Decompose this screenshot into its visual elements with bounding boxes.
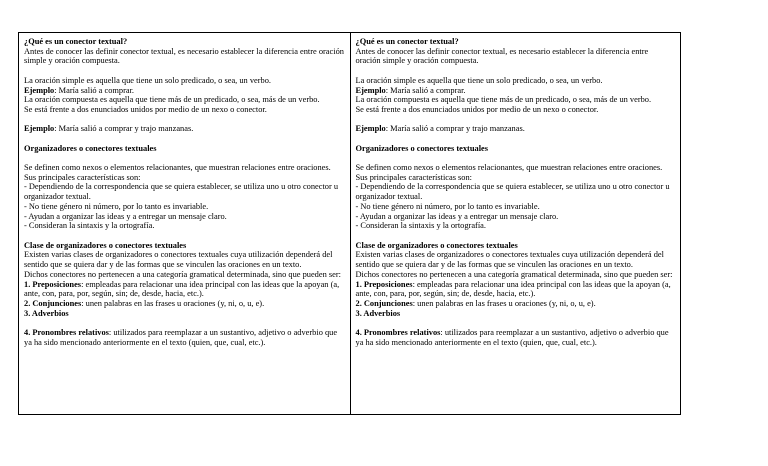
spacer [356,134,676,144]
doc-title: ¿Qué es un conector textual? [24,37,128,46]
organizers-definition: Se definen como nexos o elementos relacionantes, que muestran relaciones entre oraciones. [24,163,331,173]
left-column [19,33,350,414]
characteristics-intro: Sus principales características son: [355,172,473,182]
compound-sentence-definition-2: Se está frente a dos enunciados unidos por medio de un nexo o conector. [24,104,267,114]
compound-sentence-definition-2: Se está frente a dos enunciados unidos por medio de un nexo o conector. [355,104,599,114]
simple-sentence-definition: La oración simple es aquella que tiene un solo predicado, o sea, un verbo. [355,75,603,85]
spacer [24,153,345,163]
list-item-relative-pronouns: 4. Pronombres relativos: utilizados para reemplazar a un sustantivo, adjetivo o adverbio que ya ha sido mencionado anteriormente en el texto (quien, que, cual, etc.). [355,328,669,347]
list-item-conjunctions: 2. Conjunciones: unen palabras en las frases u oraciones (y, ni, o, u, e). [24,298,265,308]
document-table [18,32,681,415]
spacer [24,134,345,144]
section-classes-title: Clase de organizadores o conectores textuales [24,240,187,250]
classes-paragraph-2: Dichos conectores no pertenecen a una categoría gramatical determinada, sino que pueden ser: [355,269,673,279]
list-item-prepositions: 1. Preposiciones: empleadas para relacionar una idea principal con las ideas que la apoyan (a, ante, con, para, por, según, sin; de, desde, hacia, etc.). [24,279,340,299]
characteristic-item: - Consideran la sintaxis y la ortografía. [24,221,155,231]
characteristic-item: - No tiene género ni número, por lo tanto es invariable. [355,201,540,211]
section-organizers-title: Organizadores o conectores textuales [355,143,488,153]
classes-paragraph: Existen varias clases de organizadores o conectores textuales cuya utilización dependerá del sentido que se quiera dar y de las formas que se vinculen las oraciones en un texto. [355,250,664,270]
section-classes-title: Clase de organizadores o conectores textuales [355,240,518,250]
spacer [24,318,345,328]
spacer [24,115,345,125]
classes-paragraph-2: Dichos conectores no pertenecen a una categoría gramatical determinada, sino que pueden ser: [24,269,341,279]
list-item-conjunctions: 2. Conjunciones: unen palabras en las frases u oraciones (y, ni, o, u, e). [355,298,596,308]
characteristic-item: - Ayudan a organizar las ideas y a entregar un mensaje claro. [355,211,559,221]
spacer [356,66,676,76]
doc-title: ¿Qué es un conector textual? [355,37,459,46]
spacer [356,153,676,163]
right-column [350,33,681,414]
example-one: Ejemplo: María salió a comprar. [355,85,466,95]
spacer [24,66,345,76]
characteristic-item: - Dependiendo de la correspondencia que se quiera establecer, se utiliza uno u otro conector u organizador textual. [24,182,339,202]
section-organizers-title: Organizadores o conectores textuales [24,143,157,153]
spacer [356,115,676,125]
example-two: Ejemplo: María salió a comprar y trajo manzanas. [355,124,525,134]
spacer [356,231,676,241]
list-item-adverbs: 3. Adverbios [355,308,401,318]
classes-paragraph: Existen varias clases de organizadores o conectores textuales cuya utilización dependerá del sentido que se quiera dar y de las formas que se vinculen las oraciones en un texto. [24,250,333,270]
organizers-definition: Se definen como nexos o elementos relacionantes, que muestran relaciones entre oraciones. [355,163,663,173]
characteristic-item: - Dependiendo de la correspondencia que se quiera establecer, se utiliza uno u otro conector u organizador textual. [355,182,670,202]
spacer [356,318,676,328]
example-two: Ejemplo: María salió a comprar y trajo manzanas. [24,124,194,134]
simple-sentence-definition: La oración simple es aquella que tiene un solo predicado, o sea, un verbo. [24,75,271,85]
example-one: Ejemplo: María salió a comprar. [24,85,135,95]
list-item-adverbs: 3. Adverbios [24,308,69,318]
list-item-prepositions: 1. Preposiciones: empleadas para relacionar una idea principal con las ideas que la apoyan (a, ante, con, para, por, según, sin; de, desde, hacia, etc.). [355,279,671,299]
list-item-relative-pronouns: 4. Pronombres relativos: utilizados para reemplazar a un sustantivo, adjetivo o adverbio que ya ha sido mencionado anteriormente en el texto (quien, que, cual, etc.). [24,328,338,347]
compound-sentence-definition: La oración compuesta es aquella que tiene más de un predicado, o sea, más de un verbo. [355,95,652,105]
intro-paragraph: Antes de conocer las definir conector textual, es necesario establecer la diferencia entre oración simple y oración compuesta. [24,46,344,66]
characteristics-intro: Sus principales características son: [24,172,141,182]
compound-sentence-definition: La oración compuesta es aquella que tiene más de un predicado, o sea, más de un verbo. [24,95,320,105]
characteristic-item: - No tiene género ni número, por lo tanto es invariable. [24,201,209,211]
characteristic-item: - Consideran la sintaxis y la ortografía. [355,221,486,231]
intro-paragraph: Antes de conocer las definir conector textual, es necesario establecer la diferencia entre oración simple y oración compuesta. [355,46,649,66]
characteristic-item: - Ayudan a organizar las ideas y a entregar un mensaje claro. [24,211,227,221]
spacer [24,231,345,241]
